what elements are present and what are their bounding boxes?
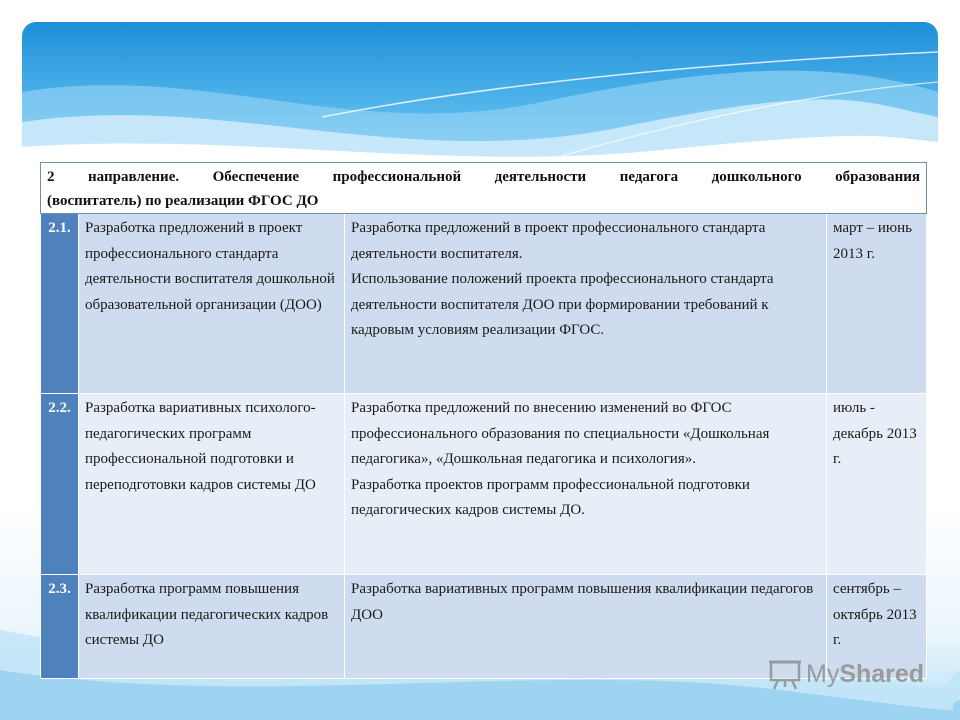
description-cell [345,214,827,394]
watermark-text-shared: Shared [839,659,925,688]
table-header-row [41,163,927,214]
plan-table [40,162,927,679]
description-paragraph: Разработка вариативных программ повышения квалификации педагогов ДОО [351,581,814,623]
watermark-text-my: My [806,659,840,688]
description-cell [345,575,827,679]
task-cell: Разработка вариативных психолого-педагогических программ профессиональной подготовки и переподготовки кадров системы ДО [79,394,345,575]
header-wave-band [22,22,938,172]
description-cell [345,394,827,575]
myshared-watermark [768,656,924,692]
date-cell: сентябрь – октябрь 2013 г. [827,575,927,679]
task-cell: Разработка программ повышения квалификации педагогических кадров системы ДО [79,575,345,679]
description-paragraph: Разработка предложений по внесению изменений во ФГОС профессионального образования по специальности «Дошкольная педагогика», «Дошкольная педагогика и психология». [351,400,770,467]
table-row [41,214,927,394]
description-paragraph: Разработка предложений в проект профессионального стандарта деятельности воспитателя. [351,220,766,262]
table-row [41,394,927,575]
date-cell: март – июнь 2013 г. [827,214,927,394]
task-cell: Разработка предложений в проект профессионального стандарта деятельности воспитателя дошкольной образовательной организации (ДОО) [79,214,345,394]
description-paragraph: Использование положений проекта профессионального стандарта деятельности воспитателя ДОО при формировании требований к кадровым условиям реализации ФГОС. [351,271,774,338]
section-heading-line-1: 2 направление. Обеспечение профессиональной деятельности педагога дошкольного образования [47,169,921,185]
presentation-board-icon [768,658,802,690]
section-heading-line-2: (воспитатель) по реализации ФГОС ДО [47,193,319,209]
description-paragraph: Разработка проектов программ профессиональной подготовки педагогических кадров системы ДО. [351,476,750,518]
section-heading [41,163,927,214]
date-cell: июль - декабрь 2013 г. [827,394,927,575]
row-number: 2.1. [41,214,79,394]
row-number: 2.2. [41,394,79,575]
row-number: 2.3. [41,575,79,679]
